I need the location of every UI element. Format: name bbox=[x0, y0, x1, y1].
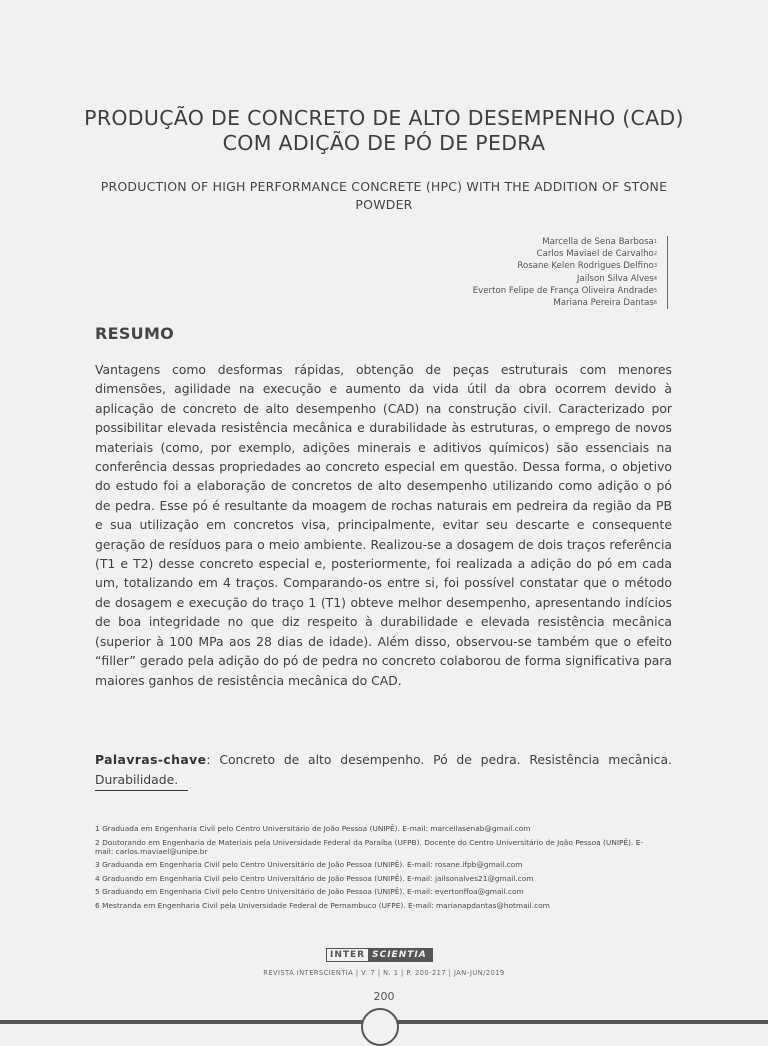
keywords bbox=[95, 750, 672, 790]
footnote-text: Graduando em Engenharia Civil pelo Centro Universitário de João Pessoa (UNIPÊ). E-mail: evertonffoa@gmail.com bbox=[102, 887, 524, 897]
author-name-text: Marcella de Sena Barbosa bbox=[542, 237, 654, 247]
author-name bbox=[473, 285, 657, 297]
footnotes bbox=[95, 824, 655, 915]
footnote-separator bbox=[95, 790, 188, 791]
author-footnote-marker: 3 bbox=[653, 263, 657, 270]
author-name bbox=[473, 236, 657, 248]
author-name bbox=[473, 273, 657, 285]
journal-citation: REVISTA INTERSCIENTIA | V. 7 | N. 1 | P. 200-217 | JAN-JUN/2019 bbox=[263, 969, 505, 977]
footnote-text: Graduando em Engenharia Civil pelo Centro Universitário de João Pessoa (UNIPÊ). E-mail: jailsonalves21@gmail.com bbox=[102, 873, 534, 883]
footnote-number: 1 bbox=[95, 824, 100, 833]
keywords-text: Concreto de alto desempenho. Pó de pedra. Resistência mecânica. Durabilidade. bbox=[95, 752, 672, 787]
footnote-text: Doutorando em Engenharia de Materiais pela Universidade Federal da Paraíba (UFPB). Docente do Centro Universitário de João Pessoa (UNIPÊ). E-mail: carlos.maviael@unipe.br bbox=[95, 837, 644, 856]
author-footnote-marker: 4 bbox=[653, 275, 657, 282]
footnote-text: Graduanda em Engenharia Civil pelo Centro Universitário de João Pessoa (UNIPÊ). E-mail: rosane.ifpb@gmail.com bbox=[102, 860, 523, 870]
author-list bbox=[473, 236, 668, 309]
author-footnote-marker: 1 bbox=[653, 239, 657, 245]
author-name-text: Mariana Pereira Dantas bbox=[553, 298, 654, 309]
page-tab-decoration bbox=[361, 1008, 399, 1046]
footnote bbox=[95, 838, 655, 856]
journal-logo-part1: INTER bbox=[326, 948, 368, 962]
footnote bbox=[95, 887, 655, 896]
author-name-text: Carlos Maviael de Carvalho bbox=[536, 249, 654, 260]
footnote-number: 3 bbox=[95, 860, 100, 870]
journal-logo-part2: SCIENTIA bbox=[368, 948, 433, 962]
footnote-text: Graduada em Engenharia Civil pelo Centro Universitário de João Pessoa (UNIPÊ). E-mail: marcellasenab@gmail.com bbox=[102, 824, 531, 833]
keywords-label: Palavras-chave bbox=[95, 752, 207, 767]
author-footnote-marker: 6 bbox=[653, 300, 657, 307]
author-name bbox=[473, 248, 657, 260]
author-name-text: Everton Felipe de França Oliveira Andrade bbox=[472, 285, 654, 296]
journal-logo bbox=[326, 948, 433, 962]
footnote-number: 5 bbox=[95, 887, 100, 897]
author-name bbox=[473, 260, 657, 272]
footnote-number: 6 bbox=[95, 900, 100, 910]
footnote-text: Mestranda em Engenharia Civil pela Universidade Federal de Pernambuco (UFPE). E-mail: marianapdantas@hotmail.com bbox=[102, 900, 550, 910]
footnote-number: 4 bbox=[95, 873, 100, 883]
abstract-heading: RESUMO bbox=[95, 324, 175, 343]
author-footnote-marker: 5 bbox=[653, 287, 657, 294]
paper-title: PRODUÇÃO DE CONCRETO DE ALTO DESEMPENHO (CAD) COM ADIÇÃO DE PÓ DE PEDRA bbox=[84, 106, 684, 155]
keywords-colon: : bbox=[206, 752, 220, 767]
author-name-text: Rosane Kelen Rodrigues Delfino bbox=[517, 261, 654, 272]
author-footnote-marker: 2 bbox=[653, 251, 657, 258]
author-name-text: Jailson Silva Alves bbox=[576, 273, 654, 284]
footnote bbox=[95, 824, 655, 833]
abstract-text: Vantagens como desformas rápidas, obtenção de peças estruturais com menores dimensões, agilidade na execução e aumento da vida útil da obra ocorrem devido à aplicação de concreto de alto desempenho (CAD) na construção civil. Caracterizado por possibilitar elevada resistência mecânica e durabilidade às estruturas, o emprego de novos materiais (como, por exemplo, adições minerais e aditivos químicos) são essenciais na conferência dessas propriedades ao concreto especial em questão. Dessa forma, o objetivo do estudo foi a elaboração de concretos de alto desempenho utilizando como adição o pó de pedra. Esse pó é resultante da moagem de rochas naturais em pedreira da região da PB e sua utilização em concretos visa, principalmente, evitar seu descarte e consequente geração de resíduos para o meio ambiente. Realizou-se a dosagem de dois traços referência (T1 e T2) desse concreto especial e, posteriormente, foi realizada a adição do pó em cada um, totalizando em 4 traços. Comparando-os entre si, foi possível constatar que o método de dosagem e execução do traço 1 (T1) obteve melhor desempenho, apresentando indícios de boa integridade no que diz respeito à durabilidade e elevada resistência mecânica (superior à 100 MPa aos 28 dias de idade). Além disso, observou-se também que o efeito “filler” gerado pela adição do pó de pedra no concreto colaborou de forma significativa para maiores ganhos de resistência mecânica do CAD. bbox=[95, 362, 672, 688]
author-name bbox=[473, 297, 657, 309]
footnote-number: 2 bbox=[95, 837, 100, 847]
footnote bbox=[95, 874, 655, 883]
footnote bbox=[95, 901, 655, 910]
page-number: 200 bbox=[373, 990, 395, 1003]
paper-subtitle-english: PRODUCTION OF HIGH PERFORMANCE CONCRETE (HPC) WITH THE ADDITION OF STONE POWDER bbox=[100, 179, 668, 212]
footnote bbox=[95, 860, 655, 869]
